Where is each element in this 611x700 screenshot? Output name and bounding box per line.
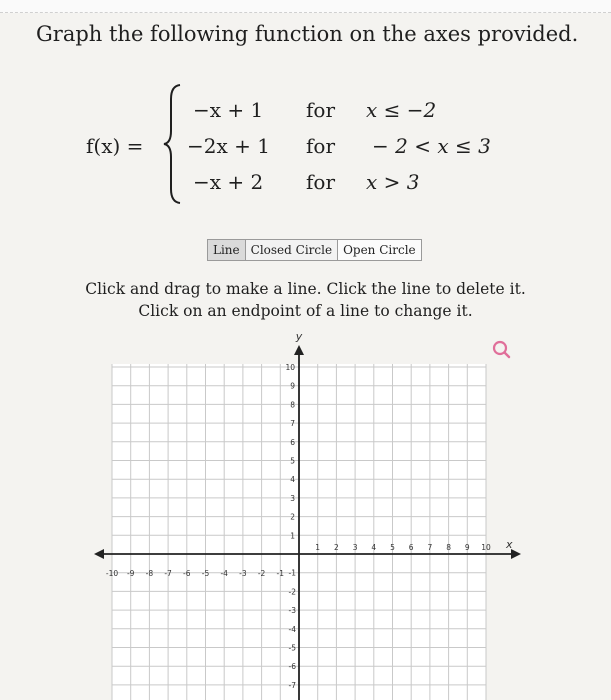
piece-3-word: for (306, 170, 336, 194)
tick-label: 9 (464, 543, 470, 552)
tick-label: -2 (257, 569, 266, 578)
tick-label: -1 (276, 569, 285, 578)
tick-label: 3 (290, 493, 295, 503)
tick-label: -1 (288, 568, 296, 578)
tick-label: -10 (105, 569, 119, 578)
piece-2-expr: −2x + 1 (187, 134, 270, 158)
y-axis-up-arrow (294, 345, 304, 355)
tick-label: -4 (288, 624, 296, 634)
tick-label: 7 (290, 419, 295, 429)
piece-2-cond: − 2 < x ≤ 3 (372, 134, 491, 158)
x-axis-left-arrow (94, 549, 104, 559)
tick-label: 7 (427, 543, 433, 552)
piece-3-cond: x > 3 (366, 170, 420, 194)
tick-label: 3 (352, 543, 358, 552)
tick-label: -8 (145, 569, 154, 578)
tick-label: 4 (290, 475, 295, 485)
tick-label: -3 (288, 606, 296, 616)
open-circle-tool-button[interactable]: Open Circle (338, 240, 421, 260)
closed-circle-tool-button[interactable]: Closed Circle (246, 240, 338, 260)
piece-2-word: for (306, 134, 336, 158)
coordinate-graph[interactable] (94, 332, 524, 700)
tick-label: -4 (220, 569, 228, 578)
tick-label: 8 (446, 543, 451, 552)
tick-label: 1 (290, 531, 295, 541)
tick-label: 9 (290, 381, 295, 391)
tool-buttons (207, 239, 422, 261)
tick-label: 2 (290, 512, 295, 522)
tick-label: 10 (285, 363, 295, 372)
tick-label: 8 (290, 400, 295, 410)
tick-label: 2 (334, 543, 339, 552)
y-axis-label: y (295, 332, 303, 343)
piece-1-word: for (306, 98, 336, 122)
piece-3-expr: −x + 2 (193, 170, 264, 194)
tick-label: 5 (390, 543, 395, 552)
tick-label: 6 (408, 543, 414, 552)
tick-label: 1 (315, 543, 321, 552)
x-axis-label: x (506, 538, 513, 551)
tick-label: -3 (239, 569, 247, 578)
piece-1-cond: x ≤ −2 (366, 98, 437, 122)
tick-label: -5 (201, 569, 210, 578)
instruction-line-1: Click and drag to make a line. Click the line to delete it. (85, 280, 526, 298)
function-lhs: f(x) = (86, 134, 144, 158)
tick-label: 5 (290, 456, 295, 466)
tick-label: 10 (481, 543, 491, 552)
left-brace (162, 83, 184, 205)
tick-label: -5 (288, 643, 296, 653)
instruction-line-2: Click on an endpoint of a line to change it. (138, 302, 473, 320)
top-strip (0, 0, 611, 13)
piece-1-expr: −x + 1 (193, 98, 264, 122)
line-tool-button[interactable]: Line (208, 240, 246, 260)
tick-label: -7 (164, 569, 172, 578)
tick-label: 4 (371, 543, 377, 552)
tick-label: -9 (126, 569, 135, 578)
tick-label: -6 (183, 569, 191, 578)
tick-label: -6 (288, 662, 296, 672)
problem-prompt: Graph the following function on the axes provided. (36, 22, 579, 46)
tick-label: -2 (288, 587, 296, 597)
tick-label: -7 (288, 680, 296, 690)
tick-label: 6 (290, 437, 295, 447)
